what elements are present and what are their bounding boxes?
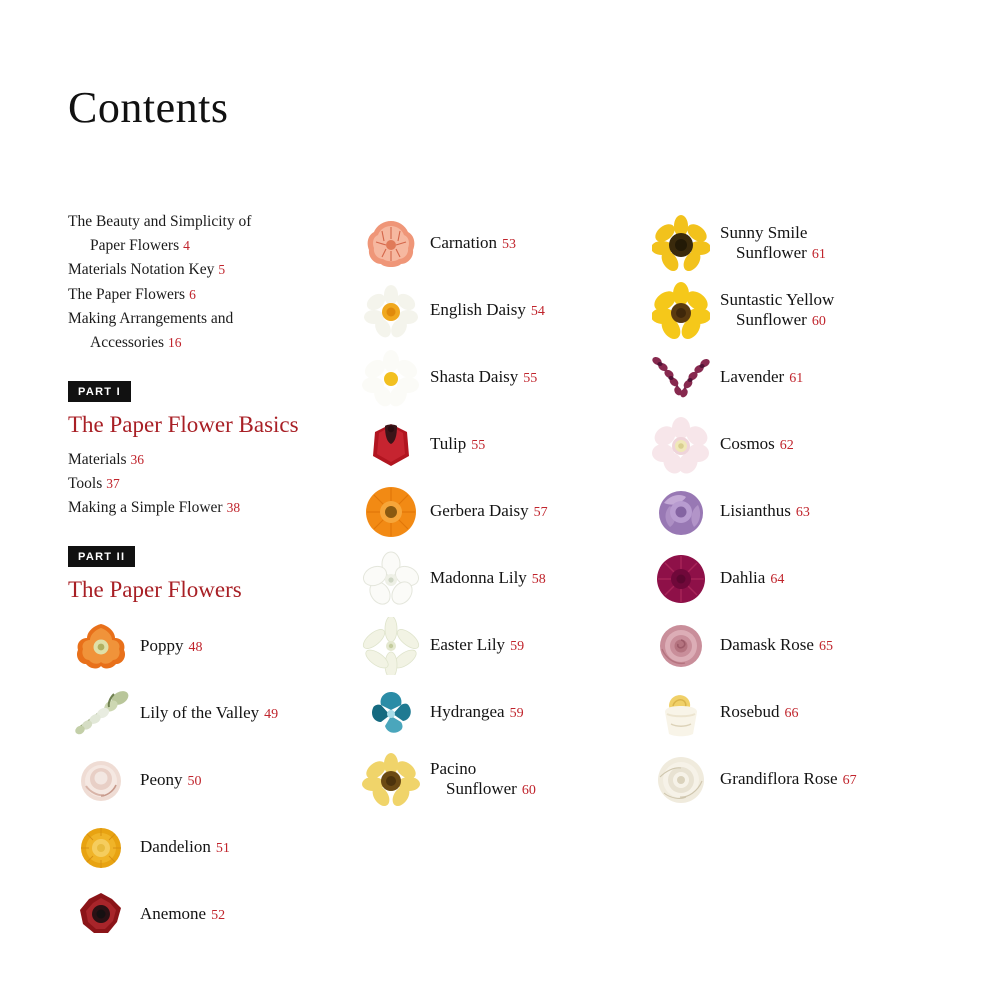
gerbera-daisy-icon bbox=[358, 482, 424, 542]
part-item-label: Making a Simple Flower bbox=[68, 499, 223, 517]
page-number: 59 bbox=[510, 639, 525, 655]
flower-name: Lavender bbox=[720, 367, 785, 387]
part-item-label: Materials bbox=[68, 451, 127, 469]
flower-label bbox=[714, 367, 803, 388]
page-number: 55 bbox=[523, 371, 538, 387]
part-one-title: The Paper Flower Basics bbox=[68, 412, 299, 438]
flower-name: English Daisy bbox=[430, 300, 526, 320]
column-two bbox=[358, 210, 648, 813]
flower-name-line2 bbox=[720, 310, 834, 331]
flower-name: Damask Rose bbox=[720, 635, 814, 655]
list-item[interactable] bbox=[358, 411, 648, 478]
flower-name: Shasta Daisy bbox=[430, 367, 519, 387]
list-item[interactable] bbox=[648, 545, 948, 612]
frontmatter-label-line2: Accessories bbox=[90, 333, 165, 351]
flower-label bbox=[714, 635, 833, 656]
page-number: 61 bbox=[789, 371, 804, 387]
contents-columns bbox=[68, 210, 948, 948]
list-item[interactable] bbox=[68, 210, 358, 257]
frontmatter-label: Materials Notation Key bbox=[68, 261, 215, 279]
page-number: 61 bbox=[811, 247, 826, 263]
page-number: 58 bbox=[531, 572, 546, 588]
list-item[interactable] bbox=[68, 747, 358, 814]
flower-label bbox=[424, 434, 485, 455]
flower-list-column-three bbox=[648, 210, 948, 813]
flower-label bbox=[714, 769, 857, 790]
flower-label bbox=[714, 223, 826, 264]
flower-name: Hydrangea bbox=[430, 702, 505, 722]
page-number: 67 bbox=[842, 773, 857, 789]
flower-label bbox=[424, 233, 516, 254]
tulip-flower-icon bbox=[358, 415, 424, 475]
flower-label bbox=[714, 568, 784, 589]
list-item[interactable] bbox=[648, 478, 948, 545]
flower-name: Suntastic Yellow bbox=[720, 289, 835, 309]
grandiflora-rose-icon bbox=[648, 750, 714, 810]
flower-label bbox=[424, 367, 537, 388]
flower-name: Peony bbox=[140, 769, 183, 789]
flower-name: Dahlia bbox=[720, 568, 766, 588]
page-title: Contents bbox=[68, 83, 229, 132]
page-number: 38 bbox=[226, 500, 241, 516]
flower-label bbox=[134, 636, 202, 657]
list-item[interactable] bbox=[648, 210, 948, 277]
flower-label bbox=[424, 759, 536, 800]
list-item[interactable] bbox=[68, 680, 358, 747]
frontmatter-label: The Beauty and Simplicity of bbox=[68, 213, 252, 230]
page-number: 51 bbox=[215, 840, 230, 856]
list-item[interactable] bbox=[68, 472, 358, 496]
page-number: 53 bbox=[502, 237, 517, 253]
part-one-tag: PART I bbox=[68, 381, 131, 402]
frontmatter-label-cont bbox=[68, 331, 358, 355]
flower-name-line2 bbox=[430, 779, 536, 800]
poppy-flower-icon bbox=[68, 616, 134, 676]
page-number: 36 bbox=[130, 452, 145, 468]
flower-label bbox=[424, 635, 524, 656]
part-two-title: The Paper Flowers bbox=[68, 577, 242, 603]
flower-label bbox=[424, 300, 545, 321]
list-item[interactable] bbox=[68, 496, 358, 520]
page-number: 48 bbox=[188, 639, 203, 655]
column-three bbox=[648, 210, 948, 813]
page-number: 6 bbox=[189, 286, 196, 302]
list-item[interactable] bbox=[68, 283, 358, 307]
list-item[interactable] bbox=[648, 679, 948, 746]
flower-name: Anemone bbox=[140, 903, 207, 923]
list-item[interactable] bbox=[358, 210, 648, 277]
page-number: 16 bbox=[168, 334, 182, 350]
flower-label bbox=[134, 837, 230, 858]
dandelion-flower-icon bbox=[68, 817, 134, 877]
suntastic-yellow-sunflower-icon bbox=[648, 281, 714, 341]
flower-label bbox=[134, 904, 225, 925]
page-number: 60 bbox=[811, 314, 826, 330]
list-item[interactable] bbox=[648, 277, 948, 344]
page-number: 4 bbox=[183, 237, 190, 253]
page-number: 57 bbox=[533, 505, 548, 521]
frontmatter-label: Making Arrangements and bbox=[68, 310, 234, 328]
flower-name: Sunny Smile bbox=[720, 222, 808, 242]
flower-label bbox=[714, 702, 799, 723]
page-number: 65 bbox=[818, 639, 833, 655]
list-item[interactable] bbox=[68, 258, 358, 282]
cosmos-flower-icon bbox=[648, 415, 714, 475]
list-item[interactable] bbox=[648, 612, 948, 679]
frontmatter-label-cont bbox=[68, 234, 358, 258]
page-number: 64 bbox=[770, 572, 785, 588]
flower-label bbox=[134, 703, 278, 724]
sunny-smile-sunflower-icon bbox=[648, 214, 714, 274]
lily-of-the-valley-icon bbox=[68, 683, 134, 743]
page-number: 59 bbox=[509, 706, 524, 722]
flower-label bbox=[714, 290, 834, 331]
flower-name: Gerbera Daisy bbox=[430, 501, 529, 521]
anemone-flower-icon bbox=[68, 884, 134, 944]
madonna-lily-icon bbox=[358, 549, 424, 609]
flower-name-second: Sunflower bbox=[736, 310, 807, 330]
flower-name-second: Sunflower bbox=[446, 779, 517, 799]
list-item[interactable] bbox=[358, 545, 648, 612]
list-item[interactable] bbox=[68, 448, 358, 472]
flower-label bbox=[714, 434, 794, 455]
list-item[interactable] bbox=[68, 814, 358, 881]
list-item[interactable] bbox=[358, 679, 648, 746]
flower-label bbox=[424, 702, 524, 723]
flower-list-column-two bbox=[358, 210, 648, 813]
list-item[interactable] bbox=[68, 881, 358, 948]
damask-rose-icon bbox=[648, 616, 714, 676]
hydrangea-flower-icon bbox=[358, 683, 424, 743]
part-one-block bbox=[68, 381, 358, 520]
rosebud-icon bbox=[648, 683, 714, 743]
easter-lily-icon bbox=[358, 616, 424, 676]
page-number: 66 bbox=[784, 706, 799, 722]
english-daisy-icon bbox=[358, 281, 424, 341]
shasta-daisy-icon bbox=[358, 348, 424, 408]
carnation-flower-icon bbox=[358, 214, 424, 274]
flower-name: Pacino bbox=[430, 758, 477, 778]
flower-name: Madonna Lily bbox=[430, 568, 527, 588]
page-number: 49 bbox=[264, 706, 279, 722]
list-item[interactable] bbox=[648, 746, 948, 813]
flower-name: Easter Lily bbox=[430, 635, 506, 655]
part-two-tag: PART II bbox=[68, 546, 135, 567]
frontmatter-label: The Paper Flowers bbox=[68, 285, 186, 303]
list-item[interactable] bbox=[358, 277, 648, 344]
list-item[interactable] bbox=[358, 344, 648, 411]
page-number: 52 bbox=[211, 907, 226, 923]
flower-name: Lily of the Valley bbox=[140, 702, 260, 722]
list-item[interactable] bbox=[648, 411, 948, 478]
list-item[interactable] bbox=[648, 344, 948, 411]
flower-name-second: Sunflower bbox=[736, 243, 807, 263]
flower-label bbox=[134, 770, 202, 791]
flower-name: Rosebud bbox=[720, 702, 780, 722]
part-item-label: Tools bbox=[68, 475, 103, 493]
page-number: 37 bbox=[106, 476, 120, 492]
page-number: 5 bbox=[218, 262, 226, 278]
flower-name: Tulip bbox=[430, 434, 467, 454]
list-item[interactable] bbox=[358, 746, 648, 813]
flower-list-column-one bbox=[68, 613, 358, 948]
list-item[interactable] bbox=[358, 612, 648, 679]
flower-label bbox=[714, 501, 810, 522]
list-item[interactable] bbox=[358, 478, 648, 545]
flower-name-line2 bbox=[720, 243, 826, 264]
peony-flower-icon bbox=[68, 750, 134, 810]
page-number: 55 bbox=[471, 438, 486, 454]
column-one bbox=[68, 210, 358, 948]
list-item[interactable] bbox=[68, 613, 358, 680]
pacino-sunflower-icon bbox=[358, 750, 424, 810]
frontmatter-list bbox=[68, 210, 358, 355]
page-number: 60 bbox=[521, 783, 536, 799]
lisianthus-flower-icon bbox=[648, 482, 714, 542]
flower-name: Carnation bbox=[430, 233, 498, 253]
list-item[interactable] bbox=[68, 307, 358, 354]
dahlia-flower-icon bbox=[648, 549, 714, 609]
flower-name: Lisianthus bbox=[720, 501, 791, 521]
flower-name: Grandiflora Rose bbox=[720, 769, 838, 789]
flower-name: Poppy bbox=[140, 635, 184, 655]
part-two-block bbox=[68, 546, 358, 613]
lavender-sprig-icon bbox=[648, 348, 714, 408]
page-number: 63 bbox=[795, 505, 810, 521]
flower-label bbox=[424, 501, 548, 522]
part-one-list bbox=[68, 448, 358, 520]
frontmatter-label-line2: Paper Flowers bbox=[90, 236, 180, 254]
flower-name: Cosmos bbox=[720, 434, 775, 454]
page-number: 62 bbox=[779, 438, 794, 454]
page-number: 50 bbox=[187, 773, 202, 789]
page-number: 54 bbox=[530, 304, 545, 320]
flower-name: Dandelion bbox=[140, 836, 211, 856]
flower-label bbox=[424, 568, 546, 589]
